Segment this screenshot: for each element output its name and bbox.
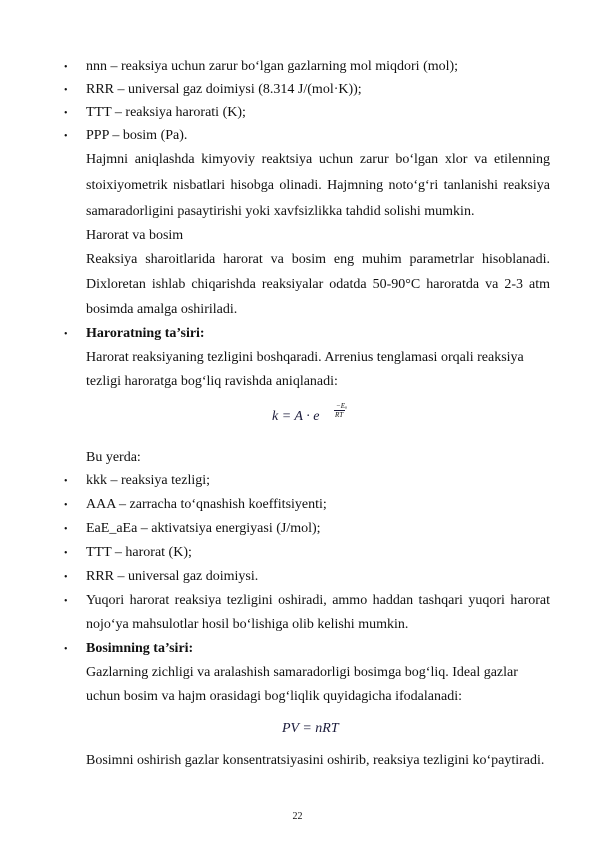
bullet-marker: • bbox=[64, 85, 68, 96]
heading-pressure-effect: Bosimning ta’siri: bbox=[86, 641, 194, 656]
page-number: 22 bbox=[292, 811, 303, 822]
paragraph-arrhenius-line-1: Harorat reaksiyaning tezligini boshqaradi. Arrenius tenglamasi orqali reaksiya bbox=[86, 350, 524, 365]
paragraph-conditions-line-1: Reaksiya sharoitlarida harorat va bosim eng muhim parametrlar hisoblanadi. bbox=[86, 252, 550, 267]
bullet-marker: • bbox=[64, 62, 68, 73]
list-item-rrr: RRR – universal gaz doimiysi (8.314 J/(mol·K)); bbox=[86, 82, 362, 97]
formula-arrhenius-text: k = A · e bbox=[272, 409, 320, 424]
formula-arrhenius bbox=[272, 409, 319, 425]
paragraph-ideal-gas-line-2: uchun bosim va hajm orasidagi bog‘liqlik quyidagicha ifodalanadi: bbox=[86, 689, 462, 704]
formula-arrhenius-exponent-den: RT bbox=[335, 411, 344, 419]
list-item-ttt: TTT – reaksiya harorati (K); bbox=[86, 105, 246, 120]
paragraph-high-temp-line-2: nojo‘ya mahsulotlar hosil bo‘lishiga olib kelishi mumkin. bbox=[86, 617, 409, 632]
bullet-marker: • bbox=[64, 131, 68, 142]
paragraph-high-temp-line-1: Yuqori harorat reaksiya tezligini oshiradi, ammo haddan tashqari yuqori harorat bbox=[86, 593, 550, 608]
paragraph-volume-line-1: Hajmni aniqlashda kimyoviy reaktsiya uchun zarur bo‘lgan xlor va etilenning bbox=[86, 152, 550, 167]
label-where: Bu yerda: bbox=[86, 450, 141, 465]
paragraph-volume-line-2: stoixiyometrik nisbatlari hisobga olinadi. Hajmning noto‘g‘ri tanlanishi reaksiya bbox=[86, 178, 550, 193]
list-item-ttt-2: TTT – harorat (K); bbox=[86, 545, 192, 560]
paragraph-ideal-gas-line-1: Gazlarning zichligi va aralashish samaradorligi bosimga bog‘liq. Ideal gazlar bbox=[86, 665, 518, 680]
section-heading-temperature-pressure: Harorat va bosim bbox=[86, 228, 184, 243]
paragraph-arrhenius-line-2: tezligi haroratga bog‘liq ravishda aniqlanadi: bbox=[86, 374, 338, 389]
bullet-marker: • bbox=[64, 596, 68, 607]
list-item-nnn: nnn – reaksiya uchun zarur bo‘lgan gazlarning mol miqdori (mol); bbox=[86, 59, 459, 74]
bullet-marker: • bbox=[64, 476, 68, 487]
heading-temperature-effect: Haroratning ta’siri: bbox=[86, 326, 205, 341]
list-item-ea: EaE_aEa – aktivatsiya energiyasi (J/mol); bbox=[86, 521, 321, 536]
formula-ideal-gas: PV = nRT bbox=[282, 721, 339, 736]
bullet-marker: • bbox=[64, 500, 68, 511]
bullet-marker: • bbox=[64, 524, 68, 535]
list-item-kkk: kkk – reaksiya tezligi; bbox=[86, 473, 211, 488]
bullet-marker: • bbox=[64, 572, 68, 583]
bullet-marker: • bbox=[64, 548, 68, 559]
paragraph-pressure-conclusion: Bosimni oshirish gazlar konsentratsiyasini oshirib, reaksiya tezligini ko‘paytiradi. bbox=[86, 753, 545, 768]
bullet-marker: • bbox=[64, 644, 68, 655]
paragraph-conditions-line-2: Dixloretan ishlab chiqarishda reaksiyalar odatda 50-90°C haroratda va 2-3 atm bbox=[86, 277, 550, 292]
bullet-marker: • bbox=[64, 108, 68, 119]
paragraph-volume-line-3: samaradorligini pasaytirishi yoki xavfsizlikka tahdid solishi mumkin. bbox=[86, 204, 475, 219]
list-item-aaa: AAA – zarracha to‘qnashish koeffitsiyenti; bbox=[86, 497, 327, 512]
bullet-marker: • bbox=[64, 329, 68, 340]
paragraph-conditions-line-3: bosimda amalga oshiriladi. bbox=[86, 302, 238, 317]
list-item-rrr-2: RRR – universal gaz doimiysi. bbox=[86, 569, 259, 584]
list-item-ppp: PPP – bosim (Pa). bbox=[86, 128, 188, 143]
formula-arrhenius-exponent-num: −Eₐ bbox=[336, 402, 348, 410]
